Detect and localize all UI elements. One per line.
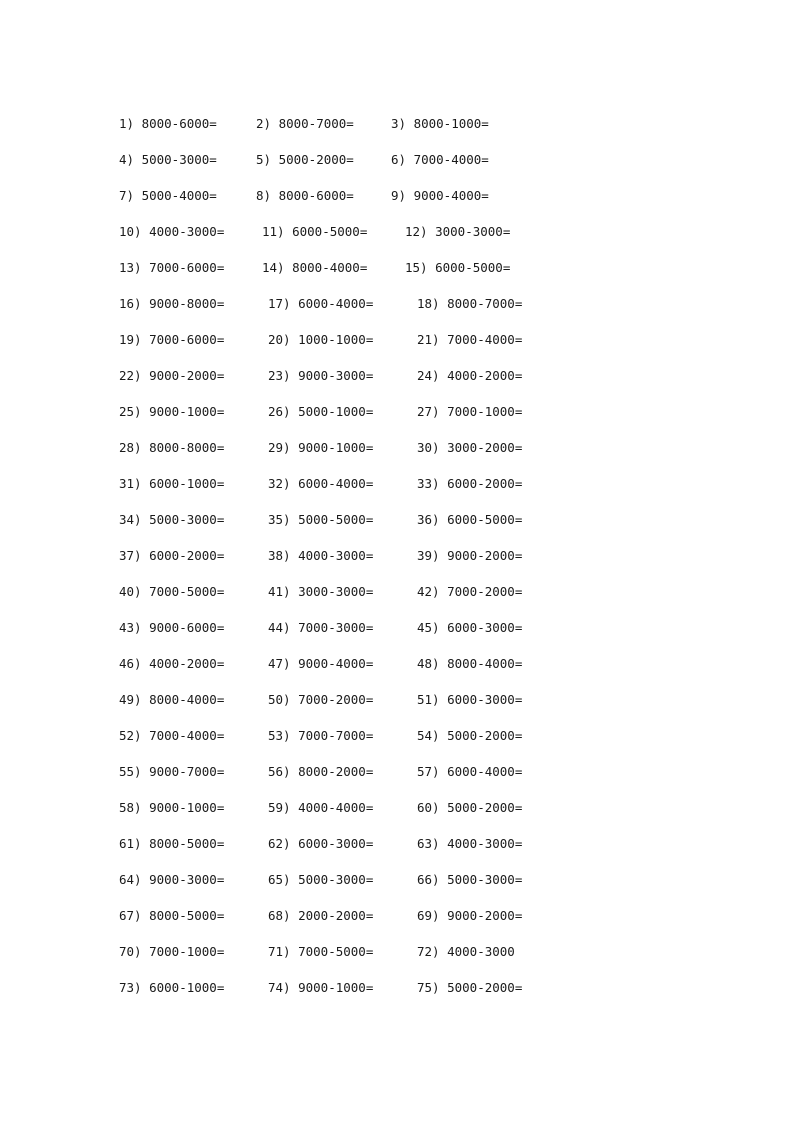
problem-15: 15) 6000-5000= <box>405 260 511 275</box>
problem-13: 13) 7000-6000= <box>119 260 225 275</box>
problem-75: 75) 5000-2000= <box>417 980 523 995</box>
problem-14: 14) 8000-4000= <box>262 260 368 275</box>
problem-46: 46) 4000-2000= <box>119 656 225 671</box>
problem-17: 17) 6000-4000= <box>268 296 374 311</box>
problem-50: 50) 7000-2000= <box>268 692 374 707</box>
problem-19: 19) 7000-6000= <box>119 332 225 347</box>
problem-66: 66) 5000-3000= <box>417 872 523 887</box>
problem-1: 1) 8000-6000= <box>119 116 217 131</box>
problem-44: 44) 7000-3000= <box>268 620 374 635</box>
problem-61: 61) 8000-5000= <box>119 836 225 851</box>
problem-53: 53) 7000-7000= <box>268 728 374 743</box>
problem-28: 28) 8000-8000= <box>119 440 225 455</box>
problem-8: 8) 8000-6000= <box>256 188 354 203</box>
problem-52: 52) 7000-4000= <box>119 728 225 743</box>
problem-2: 2) 8000-7000= <box>256 116 354 131</box>
problem-54: 54) 5000-2000= <box>417 728 523 743</box>
problem-26: 26) 5000-1000= <box>268 404 374 419</box>
problem-29: 29) 9000-1000= <box>268 440 374 455</box>
problem-10: 10) 4000-3000= <box>119 224 225 239</box>
problem-27: 27) 7000-1000= <box>417 404 523 419</box>
problem-72: 72) 4000-3000 <box>417 944 515 959</box>
problem-58: 58) 9000-1000= <box>119 800 225 815</box>
problem-65: 65) 5000-3000= <box>268 872 374 887</box>
problem-48: 48) 8000-4000= <box>417 656 523 671</box>
problem-37: 37) 6000-2000= <box>119 548 225 563</box>
problem-68: 68) 2000-2000= <box>268 908 374 923</box>
problem-71: 71) 7000-5000= <box>268 944 374 959</box>
problem-57: 57) 6000-4000= <box>417 764 523 779</box>
problem-18: 18) 8000-7000= <box>417 296 523 311</box>
problem-63: 63) 4000-3000= <box>417 836 523 851</box>
problem-12: 12) 3000-3000= <box>405 224 511 239</box>
problem-16: 16) 9000-8000= <box>119 296 225 311</box>
problem-40: 40) 7000-5000= <box>119 584 225 599</box>
problem-74: 74) 9000-1000= <box>268 980 374 995</box>
problem-42: 42) 7000-2000= <box>417 584 523 599</box>
problem-64: 64) 9000-3000= <box>119 872 225 887</box>
problem-59: 59) 4000-4000= <box>268 800 374 815</box>
problem-69: 69) 9000-2000= <box>417 908 523 923</box>
problem-49: 49) 8000-4000= <box>119 692 225 707</box>
problem-47: 47) 9000-4000= <box>268 656 374 671</box>
problem-21: 21) 7000-4000= <box>417 332 523 347</box>
problem-38: 38) 4000-3000= <box>268 548 374 563</box>
problem-70: 70) 7000-1000= <box>119 944 225 959</box>
problem-39: 39) 9000-2000= <box>417 548 523 563</box>
problem-20: 20) 1000-1000= <box>268 332 374 347</box>
problem-45: 45) 6000-3000= <box>417 620 523 635</box>
problem-51: 51) 6000-3000= <box>417 692 523 707</box>
problem-4: 4) 5000-3000= <box>119 152 217 167</box>
problem-55: 55) 9000-7000= <box>119 764 225 779</box>
problem-3: 3) 8000-1000= <box>391 116 489 131</box>
problem-30: 30) 3000-2000= <box>417 440 523 455</box>
problem-33: 33) 6000-2000= <box>417 476 523 491</box>
problem-73: 73) 6000-1000= <box>119 980 225 995</box>
problem-35: 35) 5000-5000= <box>268 512 374 527</box>
problem-7: 7) 5000-4000= <box>119 188 217 203</box>
problem-25: 25) 9000-1000= <box>119 404 225 419</box>
problem-11: 11) 6000-5000= <box>262 224 368 239</box>
problem-6: 6) 7000-4000= <box>391 152 489 167</box>
problem-23: 23) 9000-3000= <box>268 368 374 383</box>
problem-67: 67) 8000-5000= <box>119 908 225 923</box>
problem-32: 32) 6000-4000= <box>268 476 374 491</box>
problem-60: 60) 5000-2000= <box>417 800 523 815</box>
problem-34: 34) 5000-3000= <box>119 512 225 527</box>
problem-41: 41) 3000-3000= <box>268 584 374 599</box>
problem-9: 9) 9000-4000= <box>391 188 489 203</box>
problem-24: 24) 4000-2000= <box>417 368 523 383</box>
problem-5: 5) 5000-2000= <box>256 152 354 167</box>
problem-62: 62) 6000-3000= <box>268 836 374 851</box>
problem-22: 22) 9000-2000= <box>119 368 225 383</box>
problem-43: 43) 9000-6000= <box>119 620 225 635</box>
problem-36: 36) 6000-5000= <box>417 512 523 527</box>
problem-31: 31) 6000-1000= <box>119 476 225 491</box>
problem-56: 56) 8000-2000= <box>268 764 374 779</box>
